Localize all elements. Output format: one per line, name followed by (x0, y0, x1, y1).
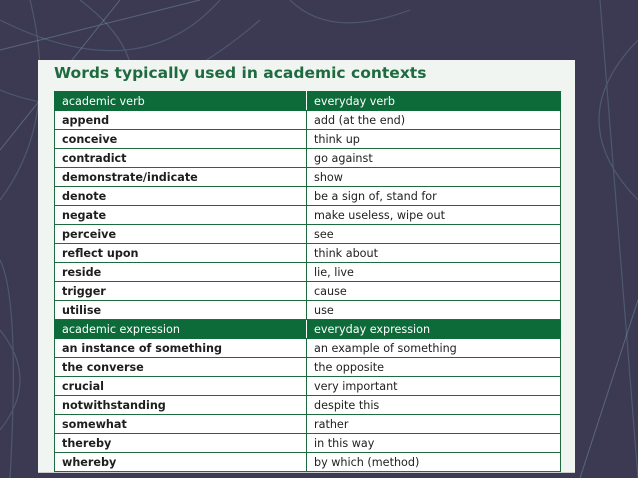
vocabulary-table (54, 91, 561, 472)
academic-verb-cell: reside (55, 263, 307, 282)
everyday-verb-cell: cause (307, 282, 561, 301)
everyday-verb-cell: think up (307, 130, 561, 149)
academic-verb-cell: utilise (55, 301, 307, 320)
academic-expression-cell: crucial (55, 377, 307, 396)
academic-expression-cell: an instance of something (55, 339, 307, 358)
academic-verb-cell: denote (55, 187, 307, 206)
table-row (55, 434, 561, 453)
table-row (55, 396, 561, 415)
academic-verb-cell: contradict (55, 149, 307, 168)
table-row (55, 263, 561, 282)
academic-expression-cell: notwithstanding (55, 396, 307, 415)
academic-verb-cell: perceive (55, 225, 307, 244)
table-row (55, 206, 561, 225)
table-row (55, 377, 561, 396)
everyday-expression-cell: an example of something (307, 339, 561, 358)
table-row (55, 415, 561, 434)
academic-verb-cell: trigger (55, 282, 307, 301)
table-row (55, 244, 561, 263)
academic-verb-column-header: academic verb (55, 92, 307, 111)
everyday-expression-cell: the opposite (307, 358, 561, 377)
everyday-verb-cell: show (307, 168, 561, 187)
academic-verb-cell: append (55, 111, 307, 130)
table-row (55, 111, 561, 130)
table-row (55, 358, 561, 377)
everyday-verb-cell: use (307, 301, 561, 320)
table-row (55, 168, 561, 187)
everyday-verb-cell: lie, live (307, 263, 561, 282)
expression-header-row (55, 320, 561, 339)
table-row (55, 149, 561, 168)
table-row (55, 282, 561, 301)
everyday-verb-cell: think about (307, 244, 561, 263)
everyday-expression-cell: in this way (307, 434, 561, 453)
table-row (55, 301, 561, 320)
everyday-expression-cell: rather (307, 415, 561, 434)
bottom-divider (38, 472, 575, 473)
table-row (55, 339, 561, 358)
everyday-verb-cell: be a sign of, stand for (307, 187, 561, 206)
academic-verb-cell: reflect upon (55, 244, 307, 263)
everyday-verb-cell: make useless, wipe out (307, 206, 561, 225)
academic-expression-cell: the converse (55, 358, 307, 377)
everyday-expression-column-header: everyday expression (307, 320, 561, 339)
everyday-verb-cell: see (307, 225, 561, 244)
academic-expression-cell: somewhat (55, 415, 307, 434)
vocabulary-card (38, 60, 575, 472)
academic-expression-cell: thereby (55, 434, 307, 453)
academic-expression-cell: whereby (55, 453, 307, 472)
page-title: Words typically used in academic contexts (54, 64, 427, 82)
table-row (55, 130, 561, 149)
academic-verb-cell: negate (55, 206, 307, 225)
academic-verb-cell: conceive (55, 130, 307, 149)
everyday-expression-cell: by which (method) (307, 453, 561, 472)
everyday-verb-column-header: everyday verb (307, 92, 561, 111)
academic-verb-cell: demonstrate/indicate (55, 168, 307, 187)
table-row (55, 453, 561, 472)
table-row (55, 187, 561, 206)
table-row (55, 225, 561, 244)
verb-header-row (55, 92, 561, 111)
academic-expression-column-header: academic expression (55, 320, 307, 339)
everyday-expression-cell: despite this (307, 396, 561, 415)
everyday-verb-cell: go against (307, 149, 561, 168)
everyday-expression-cell: very important (307, 377, 561, 396)
everyday-verb-cell: add (at the end) (307, 111, 561, 130)
